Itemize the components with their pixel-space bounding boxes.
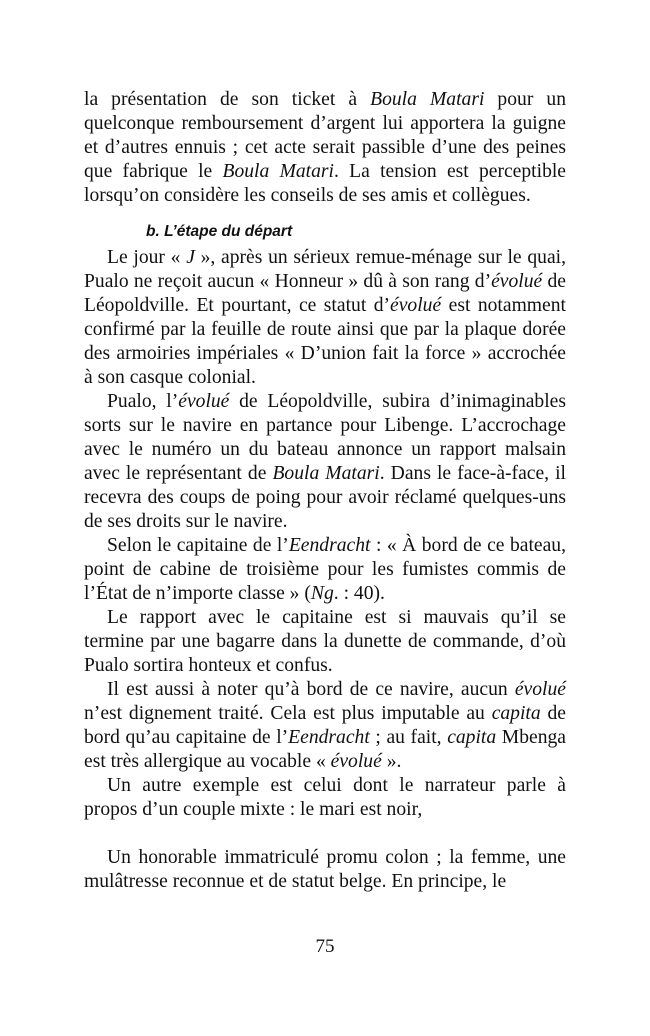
paragraph-1: la présentation de son ticket à Boula Matari pour un quelconque remboursement d’argent lui apportera la guigne et d’autres ennuis ; cet acte serait passible d’une des peines que fabrique le Boula Matari. La tension est perceptible lorsqu’on considère les conseils de ses amis et collègues. bbox=[84, 89, 567, 206]
italic-run: évolué bbox=[390, 295, 442, 316]
page-body bbox=[84, 88, 566, 894]
paragraph-5: Le rapport avec le capitaine est si mauvais qu’il se termine par une bagarre dans la dunette de commande, d’où Pualo sortira honteux et confus. bbox=[84, 607, 566, 676]
paragraph-3: Pualo, l’évolué de Léopoldville, subira d’inimaginables sorts sur le navire en partance pour Libenge. L’accrochage avec le numéro un du bateau annonce un rapport malsain avec le représentant de Boula Matari. Dans le face-à-face, il recevra des coups de poing pour avoir réclamé quelques-uns de ses droits sur le navire. bbox=[84, 391, 566, 532]
italic-run: évolué bbox=[491, 271, 543, 292]
paragraph-gap bbox=[84, 822, 566, 846]
italic-run: Ng bbox=[310, 583, 334, 604]
page-number: 75 bbox=[315, 936, 335, 957]
italic-run: Boula Matari bbox=[272, 463, 380, 484]
paragraph-8: Un honorable immatriculé promu colon ; la femme, une mulâtresse reconnue et de statut belge. En principe, le bbox=[84, 847, 566, 892]
italic-run: Eendracht bbox=[288, 727, 370, 748]
italic-run: Boula Matari bbox=[370, 89, 485, 110]
paragraph-7: Un autre exemple est celui dont le narrateur parle à propos d’un couple mixte : le mari est noir, bbox=[84, 775, 566, 820]
italic-run: évolué bbox=[178, 391, 230, 412]
paragraph-2: Le jour « J », après un sérieux remue-ménage sur le quai, Pualo ne reçoit aucun « Honneur » dû à son rang d’évolué de Léopoldville. Et pourtant, ce statut d’évolué est notamment confirmé par la feuille de route ainsi que par la plaque dorée des armoiries impériales « D’union fait la force » accrochée à son casque colonial. bbox=[84, 247, 566, 388]
italic-run: capita bbox=[491, 703, 541, 724]
paragraph-6: Il est aussi à noter qu’à bord de ce navire, aucun évolué n’est dignement traité. Cela est plus imputable au capita de bord qu’au capitaine de l’Eendracht ; au fait, capita Mbenga est très allergique au vocable « évolué ». bbox=[84, 679, 566, 772]
italic-run: évolué bbox=[330, 751, 382, 772]
italic-run: évolué bbox=[514, 679, 566, 700]
italic-run: J bbox=[186, 247, 195, 268]
italic-run: capita bbox=[447, 727, 497, 748]
section-heading: b. L’étape du départ bbox=[146, 223, 293, 240]
italic-run: Eendracht bbox=[288, 535, 371, 556]
italic-run: Boula Matari bbox=[222, 161, 334, 182]
paragraph-4: Selon le capitaine de l’Eendracht : « À bord de ce bateau, point de cabine de troisième pour les fumistes commis de l’État de n’importe classe » (Ng. : 40). bbox=[84, 535, 566, 604]
